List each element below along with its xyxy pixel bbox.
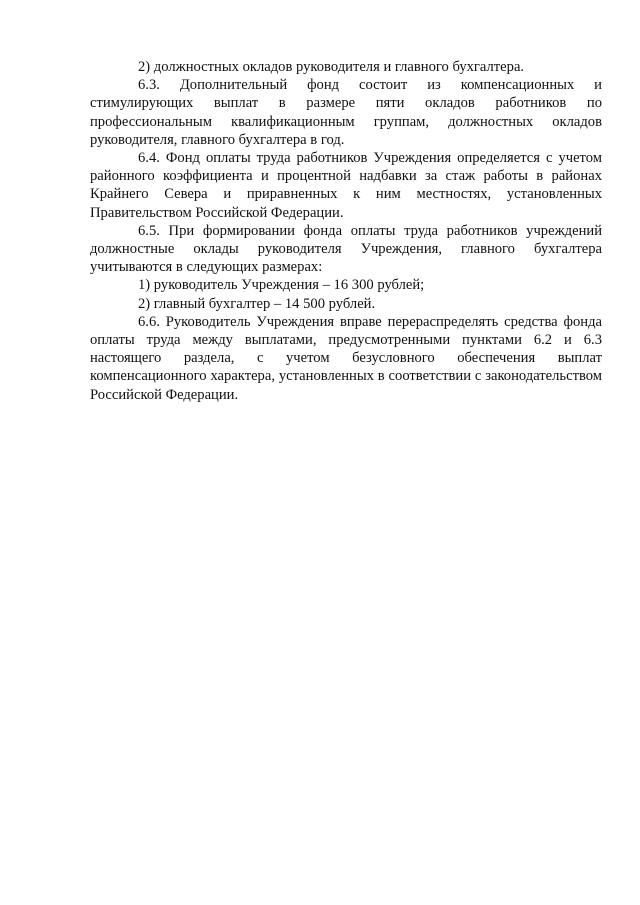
paragraph-head-salary: 1) руководитель Учреждения – 16 300 рублей; <box>138 277 425 294</box>
paragraph-6-5-salary-sizes: 6.5. При формировании фонда оплаты труда работников учреждений должностные оклады руководителя Учреждения, главного бухгалтера учитываются в следующих размерах: <box>90 222 602 276</box>
paragraph-item-2-salaries: 2) должностных окладов руководителя и главного бухгалтера. <box>138 59 525 75</box>
document-body <box>90 58 602 404</box>
paragraph-chief-accountant-salary: 2) главный бухгалтер – 14 500 рублей. <box>138 295 376 312</box>
paragraph-6-6-redistribution: 6.6. Руководитель Учреждения вправе перераспределять средства фонда оплаты труда между выплатами, предусмотренными пунктами 6.2 и 6.3 настоящего раздела, с учетом безусловного обеспечения выплат компенсационного характера, установленных в соответствии с законодательством Российской Федерации. <box>90 313 602 403</box>
paragraph-6-4-payroll-fund: 6.4. Фонд оплаты труда работников Учреждения определяется с учетом районного коэффициента и процентной надбавки за стаж работы в районах Крайнего Севера и приравненных к ним местностях, установленных Правительством Российской Федерации. <box>90 150 602 221</box>
paragraph-6-3-additional-fund: 6.3. Дополнительный фонд состоит из компенсационных и стимулирующих выплат в размере пяти окладов работников по профессиональным квалификационным группам, должностных окладов руководителя, главного бухгалтера в год. <box>90 77 602 148</box>
